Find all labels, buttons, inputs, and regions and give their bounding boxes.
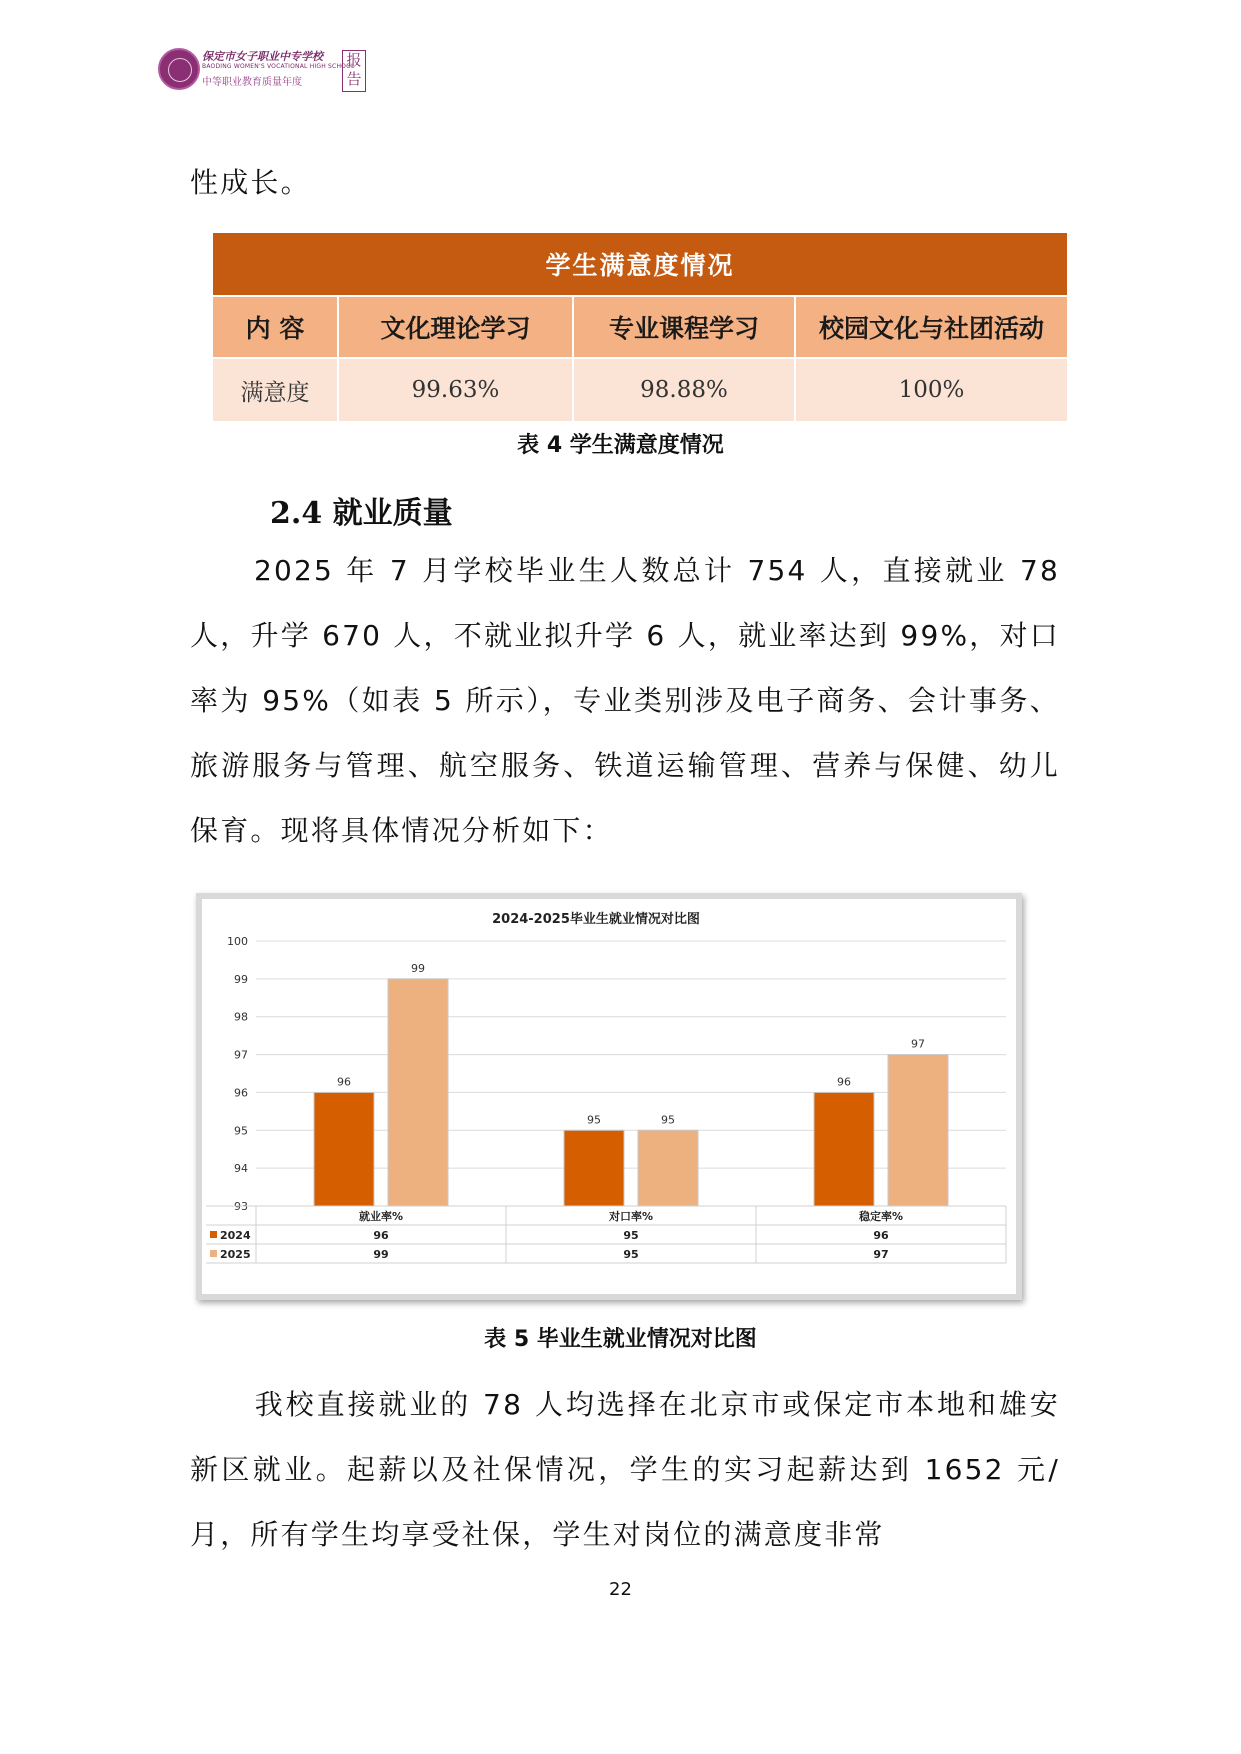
data-label: 99: [411, 961, 425, 975]
employment-chart: [196, 893, 1022, 1300]
table-row: [212, 358, 1068, 422]
table-value: 99: [373, 1248, 389, 1261]
data-label: 97: [911, 1037, 925, 1051]
legend-entry: 2025: [220, 1248, 251, 1261]
x-tick-label: 就业率%: [358, 1210, 404, 1223]
data-label: 95: [661, 1113, 675, 1127]
y-tick-label: 93: [234, 1200, 248, 1213]
legend-swatch: [210, 1250, 217, 1257]
y-tick-label: 96: [234, 1086, 248, 1100]
paragraph-employment: [190, 538, 1060, 863]
header-logo: [158, 44, 368, 94]
bar: [814, 1092, 874, 1206]
x-tick-label: 对口率%: [608, 1210, 654, 1223]
page-number: 22: [609, 1579, 632, 1600]
bar: [564, 1130, 624, 1206]
table-header-cell: 文化理论学习: [338, 296, 573, 358]
section-heading: 2.4 就业质量: [270, 496, 453, 531]
table-cell: 100%: [795, 358, 1068, 422]
table-header-cell: 专业课程学习: [573, 296, 795, 358]
satisfaction-table: [211, 231, 1069, 423]
y-tick-label: 97: [234, 1048, 248, 1062]
chart-caption: 表 5 毕业生就业情况对比图: [484, 1327, 757, 1352]
report-subtitle: 中等职业教育质量年度: [202, 77, 302, 88]
y-tick-label: 99: [234, 972, 248, 986]
data-label: 96: [837, 1075, 851, 1089]
paragraph-salary: [190, 1372, 1060, 1567]
table-cell: 99.63%: [338, 358, 573, 422]
y-tick-label: 94: [234, 1162, 248, 1176]
data-label: 96: [337, 1075, 351, 1089]
data-label: 95: [587, 1113, 601, 1127]
table-caption: 表 4 学生满意度情况: [517, 433, 724, 458]
table-value: 95: [623, 1248, 639, 1261]
bar: [314, 1092, 374, 1206]
legend-swatch: [210, 1231, 217, 1238]
table-header-cell: 校园文化与社团活动: [795, 296, 1068, 358]
table-value: 96: [873, 1229, 889, 1242]
y-tick-label: 100: [227, 935, 248, 948]
table-header-row: [212, 296, 1068, 358]
bar: [638, 1130, 698, 1206]
intro-text: 性成长。: [190, 166, 311, 199]
bar: [388, 979, 448, 1206]
table-row-label: 满意度: [212, 358, 338, 422]
bar: [888, 1055, 948, 1206]
school-name: 保定市女子职业中专学校: [202, 50, 323, 63]
report-label: 报告: [342, 50, 366, 92]
legend-entry: 2024: [220, 1229, 251, 1242]
school-name-en: BAODING WOMEN'S VOCATIONAL HIGH SCHOOL: [202, 63, 355, 70]
table-value: 97: [873, 1248, 889, 1261]
y-tick-label: 95: [234, 1124, 248, 1138]
table-header-cell: 内 容: [212, 296, 338, 358]
school-seal-icon: [158, 48, 200, 90]
x-tick-label: 稳定率%: [858, 1210, 904, 1223]
table-value: 96: [373, 1229, 389, 1242]
chart-svg: [196, 893, 1022, 1300]
table-cell: 98.88%: [573, 358, 795, 422]
chart-title: 2024-2025毕业生就业情况对比图: [492, 912, 700, 927]
table-value: 95: [623, 1229, 639, 1242]
table-title: 学生满意度情况: [212, 232, 1068, 296]
paragraph-employment-text: 2025 年 7 月学校毕业生人数总计 754 人，直接就业 78 人，升学 670 人，不就业拟升学 6 人，就业率达到 99%，对口率为 95%（如表 5 所示），专业类别涉及电子商务、会计事务、旅游服务与管理、航空服务、铁道运输管理、营养与保健、幼儿保育。现将具体情况分析如下：: [190, 554, 1060, 847]
paragraph-salary-text: 我校直接就业的 78 人均选择在北京市或保定市本地和雄安新区就业。起薪以及社保情况，学生的实习起薪达到 1652 元/月，所有学生均享受社保，学生对岗位的满意度非常: [190, 1388, 1060, 1551]
y-tick-label: 98: [234, 1010, 248, 1024]
